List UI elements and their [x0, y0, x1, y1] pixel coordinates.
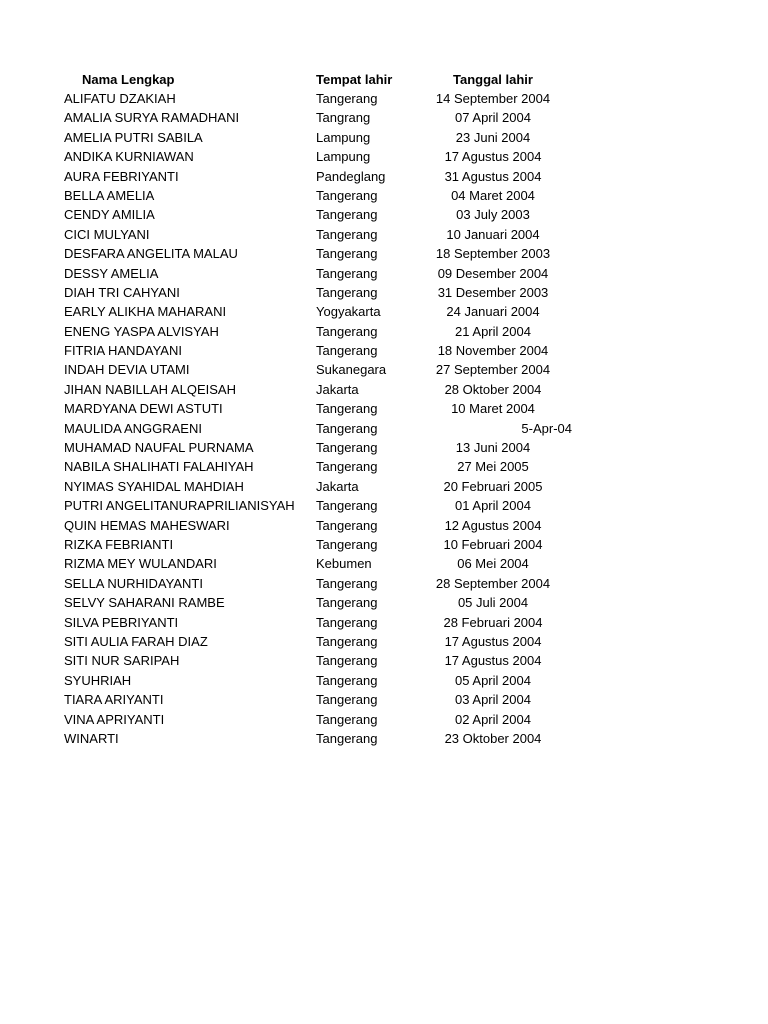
cell-tanggal-lahir: 28 Februari 2004: [443, 614, 543, 630]
cell-tanggal-lahir: 23 Oktober 2004: [444, 730, 542, 746]
cell-tanggal-lahir: 02 April 2004: [455, 711, 531, 727]
table-row: [0, 302, 768, 321]
cell-tanggal-lahir: 28 Oktober 2004: [444, 381, 542, 397]
table-row: [0, 729, 768, 748]
cell-tempat-lahir: Kebumen: [316, 556, 372, 572]
table-row: [0, 167, 768, 186]
table-row: [0, 264, 768, 283]
table-row: [0, 651, 768, 670]
cell-nama-lengkap: TIARA ARIYANTI: [64, 692, 164, 708]
cell-nama-lengkap: WINARTI: [64, 730, 119, 746]
cell-tanggal-lahir: 21 April 2004: [455, 323, 531, 339]
cell-tempat-lahir: Tangerang: [316, 207, 378, 223]
cell-nama-lengkap: ALIFATU DZAKIAH: [64, 91, 176, 106]
cell-tanggal-lahir: 07 April 2004: [455, 110, 531, 126]
table-row: [0, 128, 768, 147]
cell-nama-lengkap: VINA APRIYANTI: [64, 711, 165, 727]
cell-tanggal-lahir: 17 Agustus 2004: [444, 149, 542, 165]
cell-tempat-lahir: Tangerang: [316, 517, 378, 533]
table-row: [0, 535, 768, 554]
cell-tanggal-lahir: 27 September 2004: [435, 362, 551, 378]
cell-nama-lengkap: ANDIKA KURNIAWAN: [64, 149, 194, 165]
cell-tempat-lahir: Tangrang: [316, 110, 371, 126]
cell-nama-lengkap: EARLY ALIKHA MAHARANI: [64, 304, 227, 320]
cell-tanggal-lahir: 05 April 2004: [455, 672, 531, 688]
cell-nama-lengkap: AMELIA PUTRI SABILA: [64, 129, 203, 145]
cell-tempat-lahir: Tangerang: [316, 420, 378, 436]
cell-nama-lengkap: MAULIDA ANGGRAENI: [64, 420, 202, 436]
table-row: [0, 147, 768, 166]
table-row: [0, 516, 768, 535]
cell-tanggal-lahir: 24 Januari 2004: [446, 304, 540, 320]
cell-nama-lengkap: SELVY SAHARANI RAMBE: [64, 595, 225, 611]
header-nama-lengkap: Nama Lengkap: [82, 72, 175, 87]
cell-nama-lengkap: AMALIA SURYA RAMADHANI: [64, 110, 240, 126]
cell-tanggal-lahir: 03 April 2004: [455, 692, 531, 708]
cell-tanggal-lahir: 23 Juni 2004: [455, 129, 531, 145]
cell-nama-lengkap: JIHAN NABILLAH ALQEISAH: [64, 381, 236, 397]
header-tanggal-lahir: Tanggal lahir: [453, 72, 533, 87]
cell-tempat-lahir: Tangerang: [316, 246, 378, 262]
cell-nama-lengkap: RIZKA FEBRIANTI: [64, 536, 174, 552]
cell-tempat-lahir: Tangerang: [316, 187, 378, 203]
cell-tanggal-lahir: 31 Desember 2003: [437, 284, 549, 300]
table-row: [0, 244, 768, 263]
table-row: [0, 399, 768, 418]
cell-nama-lengkap: CENDY AMILIA: [64, 207, 155, 223]
cell-nama-lengkap: ENENG YASPA ALVISYAH: [64, 323, 219, 339]
cell-tempat-lahir: Tangerang: [316, 575, 378, 591]
table-row: [0, 496, 768, 515]
cell-tempat-lahir: Lampung: [316, 149, 371, 165]
cell-nama-lengkap: RIZMA MEY WULANDARI: [64, 556, 217, 572]
cell-tempat-lahir: Tangerang: [316, 653, 378, 669]
table-row: [0, 457, 768, 476]
cell-tempat-lahir: Tangerang: [316, 711, 378, 727]
table-row: [0, 186, 768, 205]
cell-tanggal-lahir: 04 Maret 2004: [451, 187, 535, 203]
cell-tanggal-lahir: 03 July 2003: [456, 207, 530, 223]
cell-tanggal-lahir: 10 Maret 2004: [451, 401, 535, 417]
cell-tanggal-lahir: 28 September 2004: [435, 575, 551, 591]
cell-nama-lengkap: SYUHRIAH: [64, 672, 132, 688]
cell-tanggal-lahir: 05 Juli 2004: [457, 595, 529, 611]
table-row: [0, 710, 768, 729]
cell-tempat-lahir: Tangerang: [316, 672, 378, 688]
table-row: [0, 554, 768, 573]
cell-tempat-lahir: Tangerang: [316, 614, 378, 630]
cell-tempat-lahir: Yogyakarta: [316, 304, 381, 320]
cell-tempat-lahir: Tangerang: [316, 730, 378, 746]
cell-nama-lengkap: SITI AULIA FARAH DIAZ: [64, 633, 208, 649]
cell-tempat-lahir: Tangerang: [316, 91, 378, 106]
cell-tanggal-lahir: 10 Februari 2004: [443, 536, 543, 552]
cell-nama-lengkap: INDAH DEVIA UTAMI: [64, 362, 190, 378]
cell-tempat-lahir: Jakarta: [316, 381, 359, 397]
cell-tempat-lahir: Tangerang: [316, 459, 378, 475]
table-row: [0, 205, 768, 224]
table-row: [0, 593, 768, 612]
table-row: [0, 690, 768, 709]
cell-nama-lengkap: QUIN HEMAS MAHESWARI: [64, 517, 230, 533]
cell-tempat-lahir: Tangerang: [316, 440, 378, 456]
cell-tempat-lahir: Tangerang: [316, 633, 378, 649]
header-tempat-lahir: Tempat lahir: [316, 72, 393, 87]
table-header: [0, 70, 768, 89]
cell-nama-lengkap: BELLA AMELIA: [64, 187, 155, 203]
table-row: [0, 613, 768, 632]
table-row: [0, 322, 768, 341]
cell-tanggal-lahir: 5-Apr-04: [521, 420, 572, 436]
cell-tanggal-lahir: 01 April 2004: [455, 498, 531, 514]
table-row: [0, 341, 768, 360]
cell-tempat-lahir: Tangerang: [316, 323, 378, 339]
table-row: [0, 360, 768, 379]
cell-tanggal-lahir: 20 Februari 2005: [443, 478, 543, 494]
cell-nama-lengkap: MUHAMAD NAUFAL PURNAMA: [64, 440, 254, 456]
cell-tanggal-lahir: 17 Agustus 2004: [444, 633, 542, 649]
cell-tempat-lahir: Tangerang: [316, 692, 378, 708]
cell-tempat-lahir: Pandeglang: [316, 168, 386, 184]
cell-tanggal-lahir: 09 Desember 2004: [437, 265, 549, 281]
table-row: [0, 225, 768, 244]
table-row: [0, 574, 768, 593]
cell-nama-lengkap: DESFARA ANGELITA MALAU: [64, 246, 238, 262]
table-row: [0, 632, 768, 651]
cell-tempat-lahir: Tangerang: [316, 265, 378, 281]
cell-tanggal-lahir: 31 Agustus 2004: [444, 168, 542, 184]
cell-tempat-lahir: Lampung: [316, 129, 371, 145]
cell-tanggal-lahir: 17 Agustus 2004: [444, 653, 542, 669]
cell-nama-lengkap: SELLA NURHIDAYANTI: [64, 575, 203, 591]
cell-tanggal-lahir: 13 Juni 2004: [455, 440, 531, 456]
cell-nama-lengkap: CICI MULYANI: [64, 226, 150, 242]
cell-tempat-lahir: Tangerang: [316, 343, 378, 359]
cell-tanggal-lahir: 27 Mei 2005: [457, 459, 529, 475]
cell-nama-lengkap: SITI NUR SARIPAH: [64, 653, 180, 669]
cell-tempat-lahir: Tangerang: [316, 226, 378, 242]
cell-nama-lengkap: DIAH TRI CAHYANI: [64, 284, 180, 300]
cell-tempat-lahir: Tangerang: [316, 595, 378, 611]
table-row: [0, 283, 768, 302]
table-row: [0, 380, 768, 399]
cell-nama-lengkap: PUTRI ANGELITANURAPRILIANISYAH: [64, 498, 295, 514]
cell-tanggal-lahir: 06 Mei 2004: [457, 556, 529, 572]
cell-tempat-lahir: Jakarta: [316, 478, 359, 494]
cell-tempat-lahir: Tangerang: [316, 536, 378, 552]
cell-nama-lengkap: NYIMAS SYAHIDAL MAHDIAH: [64, 478, 244, 494]
cell-tempat-lahir: Tangerang: [316, 401, 378, 417]
cell-nama-lengkap: DESSY AMELIA: [64, 265, 159, 281]
cell-nama-lengkap: SILVA PEBRIYANTI: [64, 614, 179, 630]
table-body: [0, 89, 768, 748]
cell-tempat-lahir: Tangerang: [316, 284, 378, 300]
table-row: [0, 419, 768, 438]
cell-tanggal-lahir: 18 September 2003: [435, 246, 551, 262]
cell-nama-lengkap: AURA FEBRIYANTI: [64, 168, 179, 184]
cell-tempat-lahir: Sukanegara: [316, 362, 387, 378]
cell-tempat-lahir: Tangerang: [316, 498, 378, 514]
cell-nama-lengkap: FITRIA HANDAYANI: [64, 343, 182, 359]
table-row: [0, 438, 768, 457]
table-row: [0, 477, 768, 496]
cell-tanggal-lahir: 10 Januari 2004: [446, 226, 540, 242]
table-row: [0, 89, 768, 108]
cell-tanggal-lahir: 18 November 2004: [437, 343, 549, 359]
cell-nama-lengkap: MARDYANA DEWI ASTUTI: [64, 401, 223, 417]
cell-nama-lengkap: NABILA SHALIHATI FALAHIYAH: [64, 459, 254, 475]
table-row: [0, 671, 768, 690]
cell-tanggal-lahir: 14 September 2004: [435, 91, 551, 106]
cell-tanggal-lahir: 12 Agustus 2004: [444, 517, 542, 533]
table-row: [0, 108, 768, 127]
